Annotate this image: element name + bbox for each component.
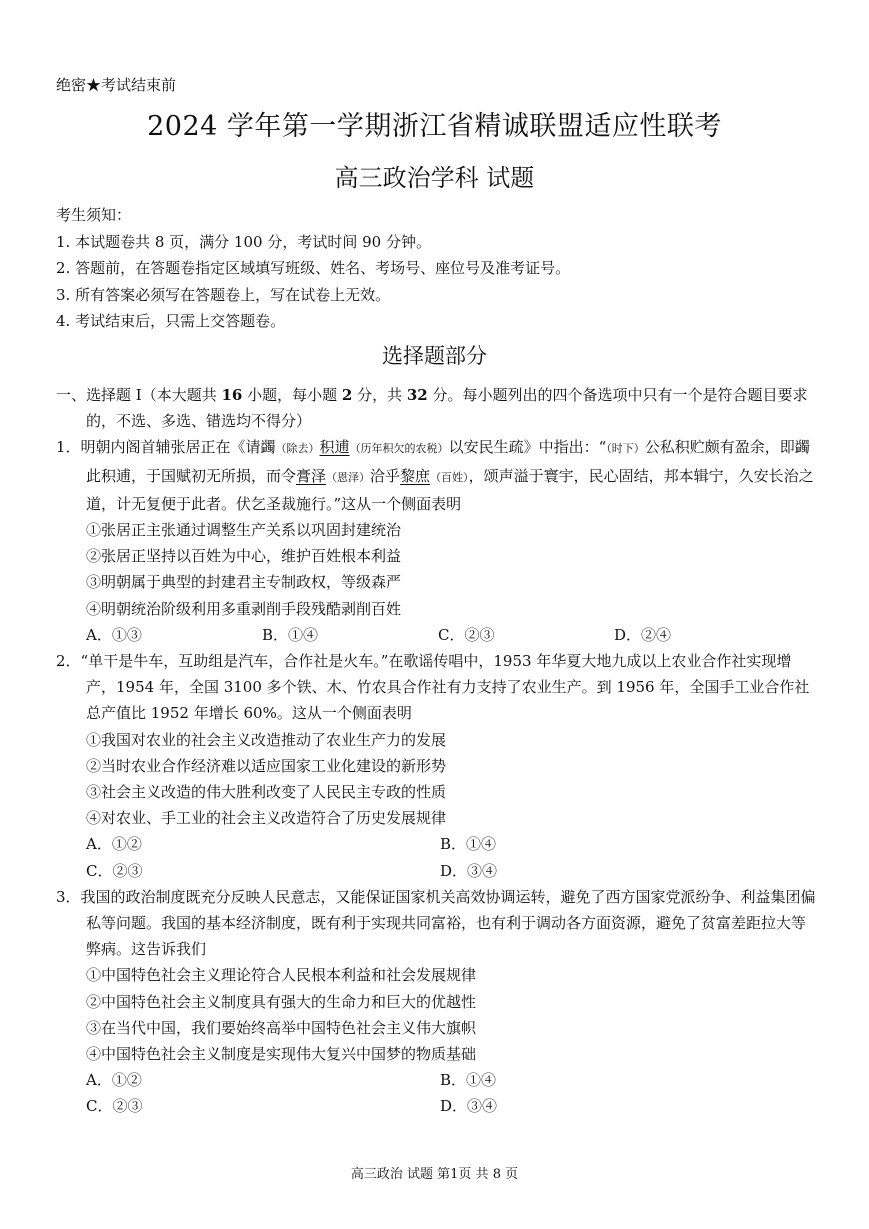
question-1-option: ②张居正坚持以百姓为中心，维护百姓根本利益 — [86, 547, 402, 566]
choice-a: A．①② — [86, 1071, 142, 1090]
notice-heading: 考生须知： — [56, 206, 132, 224]
question-2-choices — [56, 858, 816, 884]
question-3-option: ②中国特色社会主义制度具有强大的生命力和巨大的优越性 — [86, 992, 477, 1011]
candidate-notice — [56, 202, 816, 335]
choice-a: A．①③ — [86, 625, 142, 644]
confidential-label: 绝密★考试结束前 — [56, 76, 177, 94]
choice-b: B．①④ — [440, 835, 497, 854]
question-2-option: ③社会主义改造的伟大胜利改变了人民民主专政的性质 — [86, 783, 447, 802]
exam-subtitle: 高三政治学科 试题 — [334, 164, 535, 192]
question-2-option: ④对农业、手工业的社会主义改造符合了历史发展规律 — [86, 809, 447, 828]
question-1-option: ①张居正主张通过调整生产关系以巩固封建统治 — [86, 521, 402, 540]
choice-b: B．①④ — [262, 625, 319, 644]
section-title: 选择题部分 — [382, 344, 487, 368]
question-1-option: ③明朝属于典型的封建君主专制政权，等级森严 — [86, 573, 402, 592]
question-3-option: ④中国特色社会主义制度是实现伟大复兴中国梦的物质基础 — [86, 1045, 477, 1064]
question-3-stem: 3．我国的政治制度既充分反映人民意志，又能保证国家机关高效协调运转，避免了西方国家党派纷争、利益集团偏私等问题。我国的基本经济制度，既有利于实现共同富裕，也有利于调动各方面资源，避免了贫富差距拉大等弊病。这告诉我们 — [56, 887, 816, 959]
choice-d: D．②④ — [614, 625, 672, 644]
notice-item: 1. 本试题卷共 8 页，满分 100 分，考试时间 90 分钟。 — [56, 232, 431, 251]
question-3-choices — [56, 1067, 816, 1093]
question-1-stem: 1．明朝内阁首辅张居正在《请蠲（除去）积逋（历年积欠的农税）以安民生疏》中指出：“（时下）公私积贮颇有盈余，即蠲此积逋，于国赋初无所损，而令膏泽（恩泽）洽乎黎庶（百姓），颂声溢于寰宇，民心固结，邦本辑宁，久安长治之道，计无复便于此者。伏乞圣裁施行。”这从一个侧面表明 — [56, 438, 814, 513]
question-3-choices — [56, 1093, 816, 1119]
choice-b: B．①④ — [440, 1071, 497, 1090]
choice-a: A．①② — [86, 835, 142, 854]
question-2-option: ②当时农业合作经济难以适应国家工业化建设的新形势 — [86, 756, 447, 775]
choice-c: C．②③ — [438, 625, 495, 644]
choice-c: C．②③ — [86, 1097, 143, 1116]
notice-item: 3. 所有答案必须写在答题卷上，写在试卷上无效。 — [56, 285, 391, 304]
question-content — [56, 382, 816, 1120]
choice-d: D．③④ — [440, 861, 498, 880]
question-3-option: ①中国特色社会主义理论符合人民根本利益和社会发展规律 — [86, 966, 477, 985]
exam-title: 2024 学年第一学期浙江省精诚联盟适应性联考 — [147, 111, 722, 142]
question-2-stem: 2．“单干是牛车，互助组是汽车，合作社是火车。”在歌谣传唱中，1953 年华夏大地九成以上农业合作社实现增产，1954 年，全国 3100 多个铁、木、竹农具合作社有力支持了农业生产。到 1956 年，全国手工业合作社总产值比 1952 年增长 60%。这从一个侧面表明 — [56, 652, 810, 723]
question-1-choices — [56, 622, 816, 648]
notice-item: 2. 答题前，在答题卷指定区域填写班级、姓名、考场号、座位号及准考证号。 — [56, 259, 571, 277]
choice-d: D．③④ — [440, 1097, 498, 1116]
question-3-option: ③在当代中国，我们要始终高举中国特色社会主义伟大旗帜 — [86, 1018, 477, 1037]
choice-c: C．②③ — [86, 861, 143, 880]
notice-item: 4. 考试结束后，只需上交答题卷。 — [56, 312, 286, 330]
page-footer: 高三政治 试题 第1页 共 8 页 — [350, 1167, 519, 1182]
question-2-option: ①我国对农业的社会主义改造推动了农业生产力的发展 — [86, 730, 447, 749]
question-1-option: ④明朝统治阶级利用多重剥削手段残酷剥削百姓 — [86, 599, 402, 618]
question-2-choices — [56, 831, 816, 857]
section-intro: 一、选择题 I（本大题共 16 小题，每小题 2 分，共 32 分。每小题列出的四个备选项中只有一个是符合题目要求的，不选、多选、错选均不得分） — [56, 386, 808, 431]
